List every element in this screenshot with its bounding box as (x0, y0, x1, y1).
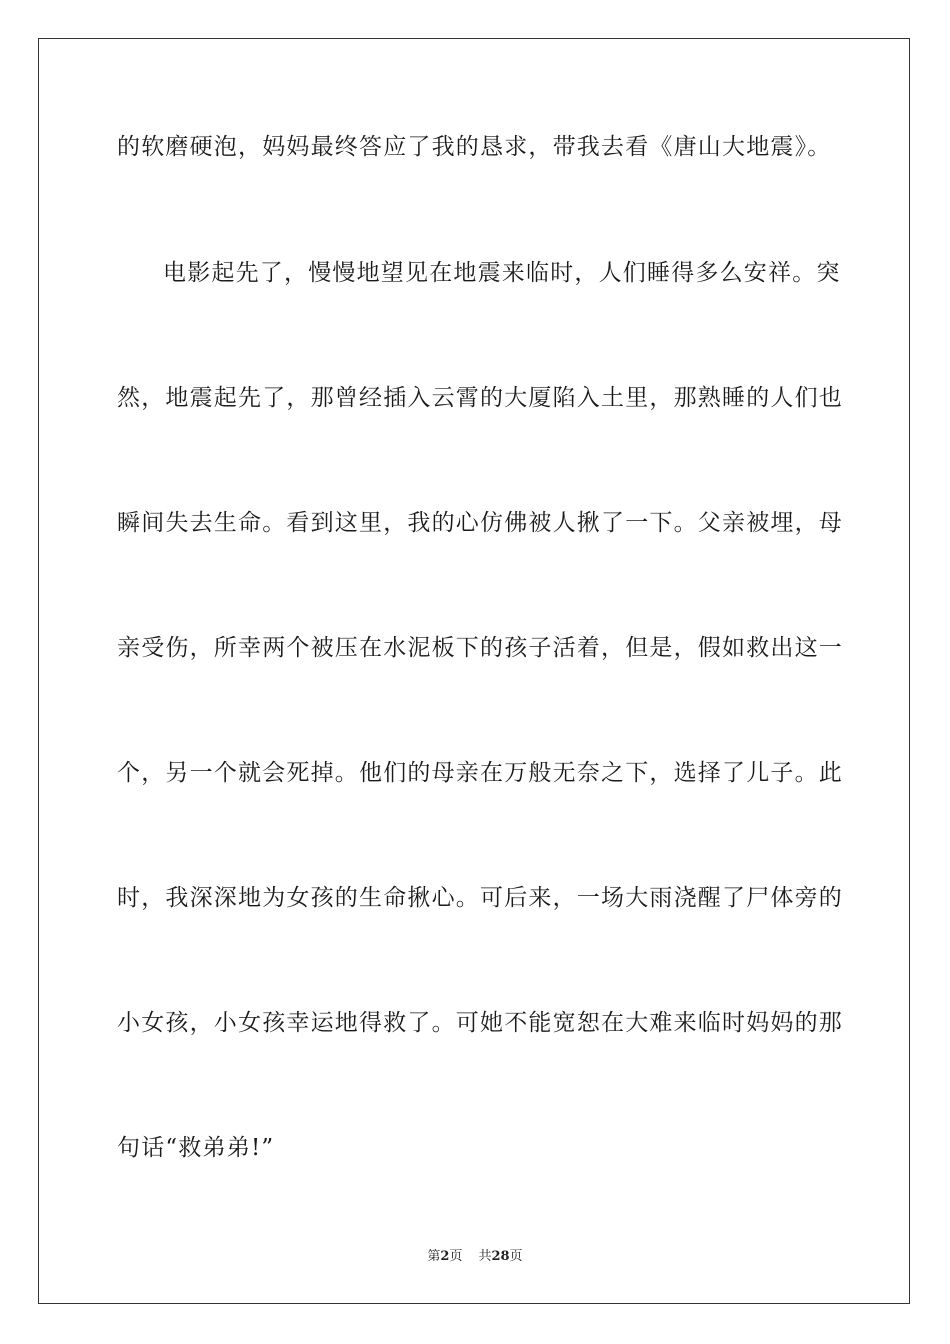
page-number-prefix: 第 (427, 1249, 441, 1264)
page-border (38, 38, 910, 1304)
text-line: 小女孩，小女孩幸运地得救了。可她不能宽恕在大难来临时妈妈的那 (117, 1010, 843, 1036)
text-line: 个，另一个就会死掉。他们的母亲在万般无奈之下，选择了儿子。此 (117, 760, 843, 786)
page-total-suffix: 页 (509, 1249, 523, 1264)
page-total-count: 28 (491, 1249, 510, 1264)
page-number-current: 2 (440, 1249, 450, 1264)
text-line: 亲受伤，所幸两个被压在水泥板下的孩子活着，但是，假如救出这一 (117, 635, 843, 661)
text-line: 的软磨硬泡，妈妈最终答应了我的恳求，带我去看《唐山大地震》。 (117, 134, 832, 160)
text-line: 时，我深深地为女孩的生命揪心。可后来，一场大雨浇醒了尸体旁的 (117, 885, 843, 911)
text-line: 句话“救弟弟!” (117, 1135, 275, 1161)
text-line: 电影起先了，慢慢地望见在地震来临时，人们睡得多么安祥。突 (163, 260, 841, 286)
page-footer (0, 1248, 950, 1266)
text-line: 瞬间失去生命。看到这里，我的心仿佛被人揪了一下。父亲被埋，母 (117, 510, 843, 536)
text-line: 然，地震起先了，那曾经插入云霄的大厦陷入土里，那熟睡的人们也 (117, 385, 843, 411)
page-number-suffix: 页 (449, 1249, 463, 1264)
page-total-prefix: 共 (478, 1249, 492, 1264)
